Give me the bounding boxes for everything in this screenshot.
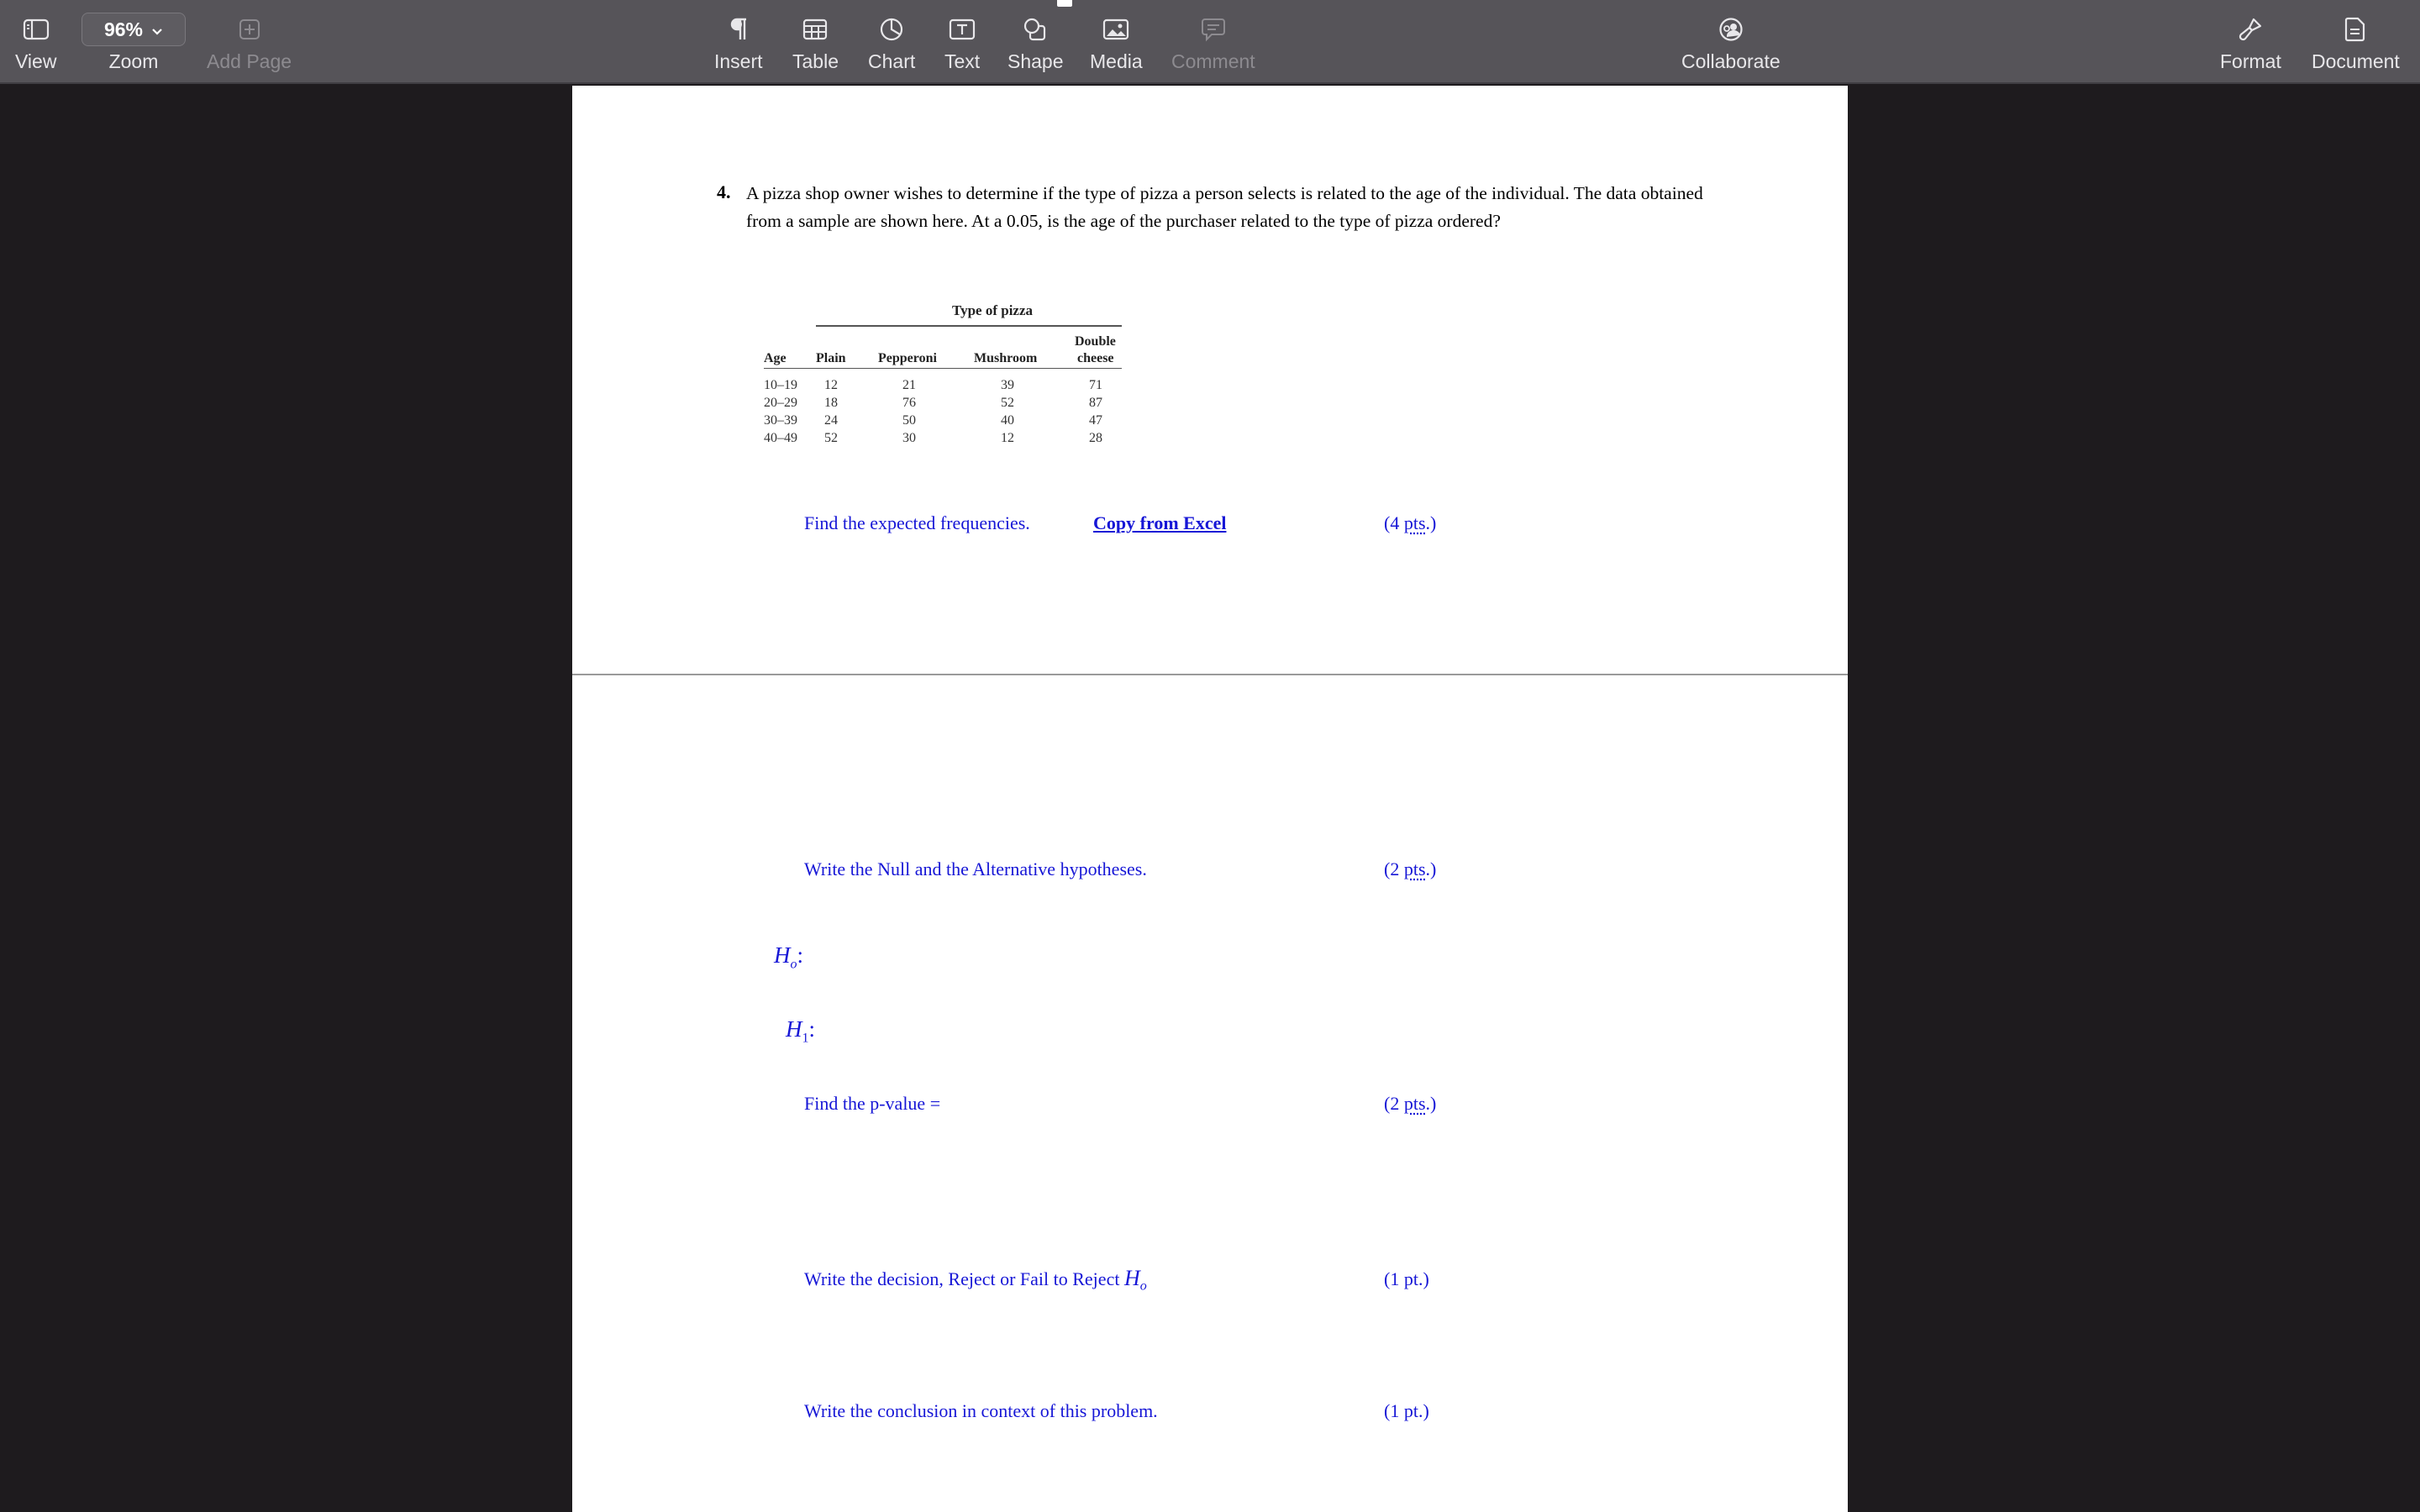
table-cell: 30–39 <box>764 413 797 428</box>
media-button[interactable] <box>1090 15 1143 72</box>
table-cell: 87 <box>1089 396 1102 410</box>
sidebar-icon <box>23 15 50 44</box>
document-label: Document <box>2312 50 2400 72</box>
text-label: Text <box>944 50 981 72</box>
collaborate-button[interactable] <box>1681 15 1781 72</box>
table-caption: Type of pizza <box>952 302 1034 318</box>
table-cell: 18 <box>824 396 838 410</box>
col-header-age: Age <box>764 351 786 365</box>
table-rule <box>816 325 1122 327</box>
shape-button[interactable] <box>1007 15 1064 72</box>
col-header-cheese: cheese <box>1077 351 1114 365</box>
decision-points: (1 pt.) <box>1384 1268 1429 1289</box>
comment-icon <box>1201 15 1226 44</box>
collaborate-label: Collaborate <box>1681 50 1781 72</box>
paintbrush-icon <box>2238 15 2263 44</box>
copy-from-excel-link[interactable]: Copy from Excel <box>1093 512 1227 533</box>
table-cell: 12 <box>824 378 838 392</box>
pie-chart-icon <box>879 15 904 44</box>
table-button[interactable] <box>792 15 839 72</box>
text-button[interactable] <box>944 15 980 72</box>
shape-label: Shape <box>1007 50 1064 72</box>
zoom-label: Zoom <box>108 50 159 72</box>
chart-button[interactable] <box>868 15 915 72</box>
conclusion-points: (1 pt.) <box>1384 1400 1429 1421</box>
window-notch <box>1057 0 1072 7</box>
table-rule <box>764 368 1122 369</box>
alternative-hypothesis-label: $H_1$: <box>786 1016 816 1046</box>
text-box-icon <box>949 15 976 44</box>
add-page-button[interactable] <box>207 15 292 72</box>
format-button[interactable] <box>2220 15 2281 72</box>
insert-label: Insert <box>714 50 763 72</box>
col-header-double: Double <box>1075 334 1116 349</box>
table-cell: 20–29 <box>764 396 797 410</box>
table-cell: 24 <box>824 413 838 428</box>
insert-button[interactable] <box>714 15 763 72</box>
zoom-value: 96% <box>103 18 144 40</box>
document-button[interactable] <box>2312 15 2400 72</box>
add-page-label: Add Page <box>207 50 292 72</box>
document-page[interactable] <box>572 86 1848 1512</box>
table-cell: 10–19 <box>764 378 797 392</box>
table-icon <box>802 15 828 44</box>
toolbar <box>0 0 2420 84</box>
table-cell: 52 <box>824 431 838 445</box>
p-value-prompt: Find the p-value = <box>804 1093 941 1114</box>
col-header-plain: Plain <box>816 351 846 365</box>
chart-label: Chart <box>868 50 916 72</box>
table-cell: 50 <box>902 413 916 428</box>
expected-frequencies-prompt: Find the expected frequencies. <box>804 512 1030 533</box>
format-label: Format <box>2220 50 2281 72</box>
table-cell: 30 <box>902 431 916 445</box>
comment-button[interactable] <box>1171 15 1255 72</box>
page-break <box>572 674 1848 675</box>
shape-icon <box>1023 15 1048 44</box>
table-cell: 40–49 <box>764 431 797 445</box>
conclusion-prompt: Write the conclusion in context of this problem. <box>804 1400 1158 1421</box>
table-cell: 12 <box>1001 431 1014 445</box>
comment-label: Comment <box>1171 50 1255 72</box>
media-label: Media <box>1090 50 1143 72</box>
zoom-control[interactable] <box>82 15 186 72</box>
hypotheses-prompt: Write the Null and the Alternative hypotheses. <box>804 858 1147 879</box>
table-cell: 21 <box>902 378 916 392</box>
null-hypothesis-label: $H_o$: <box>774 942 804 972</box>
table-cell: 71 <box>1089 378 1102 392</box>
col-header-mushroom: Mushroom <box>974 351 1038 365</box>
table-cell: 52 <box>1001 396 1014 410</box>
table-cell: 47 <box>1089 413 1102 428</box>
hypotheses-points: (2 pts.) <box>1384 858 1437 879</box>
table-cell: 40 <box>1001 413 1014 428</box>
question-text: A pizza shop owner wishes to determine if the type of pizza a person selects is related to the age of the individual. The data obtained from a sample are shown here. At a 0.05, is the age of the purchaser related to the type of pizza ordered? <box>746 183 1703 231</box>
expected-points: (4 pts.) <box>1384 512 1437 533</box>
pilcrow-icon <box>729 15 749 44</box>
question-number: 4. <box>717 181 731 202</box>
plus-square-icon <box>239 15 260 44</box>
document-icon <box>2344 15 2366 44</box>
view-button[interactable] <box>15 15 56 72</box>
photo-icon <box>1102 15 1129 44</box>
view-label: View <box>15 50 57 72</box>
collaborate-icon <box>1718 15 1744 44</box>
chevron-down-icon <box>151 18 163 41</box>
decision-prompt: Write the decision, Reject or Fail to Reject $H_o$ <box>804 1266 1147 1294</box>
table-label: Table <box>792 50 839 72</box>
p-value-points: (2 pts.) <box>1384 1093 1437 1114</box>
col-header-pepperoni: Pepperoni <box>878 351 937 365</box>
zoom-select[interactable] <box>82 13 186 46</box>
table-cell: 39 <box>1001 378 1014 392</box>
table-cell: 28 <box>1089 431 1102 445</box>
table-cell: 76 <box>902 396 916 410</box>
